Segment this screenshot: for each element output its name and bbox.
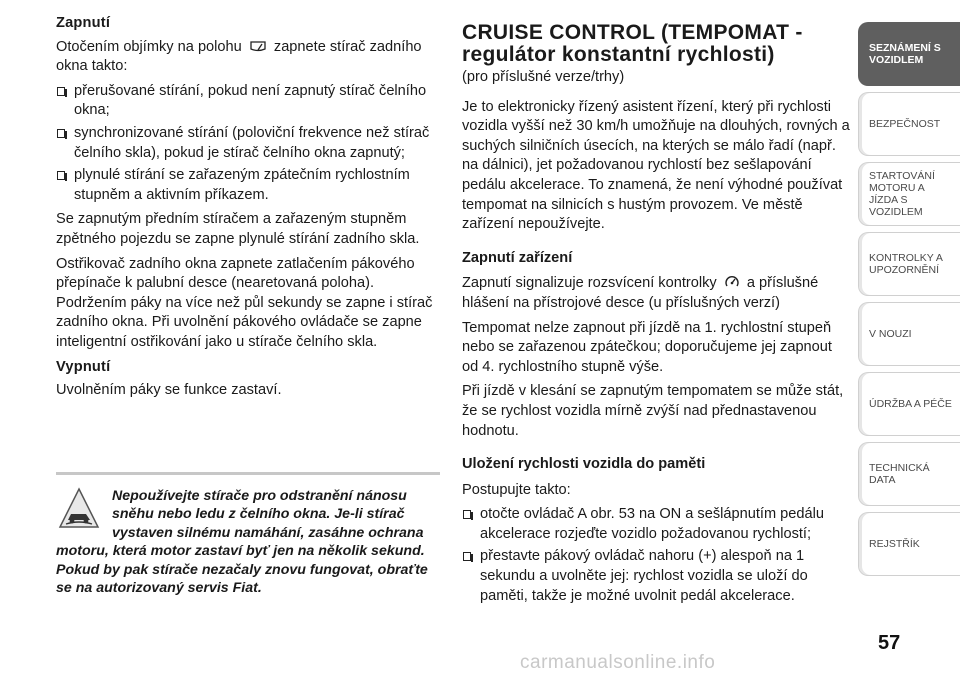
- list-item: otočte ovládač A obr. 53 na ON a sešlápnutím pedálu akcelerace rozjeďte vozidlo požadovanou rychlostí;: [462, 505, 850, 544]
- rear-wiper-icon: [249, 40, 267, 54]
- tab-bezpecnost[interactable]: BEZPEČNOST: [858, 92, 960, 156]
- tab-startovani[interactable]: STARTOVÁNÍ MOTORU A JÍZDA S VOZIDLEM: [858, 162, 960, 226]
- warning-text: Nepoužívejte stírače pro odstranění nánosu sněhu nebo ledu z čelního okna. Je-li stírač vystaven silnému namáhání, zasáhne ochrana motoru, která motor zastaví byť jen na několik sekund. Pokud by pak stírače nezačaly znovu fungovat, obraťte se na autorizovaný servis Fiat.: [56, 488, 428, 597]
- section-subtitle: (pro příslušné verze/trhy): [462, 69, 625, 85]
- warning-box: [56, 472, 440, 597]
- paragraph: Při jízdě v klesání se zapnutým tempomatem se může stát, že se rychlost vozidla mírně zvýší nad přednastavenou hodnotu.: [462, 383, 844, 439]
- list-item: synchronizované stírání (poloviční frekvence než stírač čelního skla), pokud je stírač čelního okna zapnutý;: [56, 124, 440, 163]
- left-column: [56, 14, 440, 406]
- section-title: CRUISE CONTROL (TEMPOMAT - regulátor konstantní rychlosti): [462, 21, 803, 66]
- paragraph: Se zapnutým předním stíračem a zařazeným stupněm zpětného pojezdu se zapne plynulé stírání zadního skla.: [56, 211, 420, 247]
- tab-technicka-data[interactable]: TECHNICKÁ DATA: [858, 442, 960, 506]
- heading-off: Vypnutí: [56, 358, 111, 375]
- intro-paragraph: Otočením objímky na polohu zapnete stírač zadního okna takto:: [56, 38, 422, 75]
- car-snow-warning-icon: [58, 487, 100, 531]
- paragraph: Je to elektronicky řízený asistent řízení, který při rychlosti vozidla vyšší než 30 km/h umožňuje na dlouhých, rovných a suchých silničních úsecích, na kterých se málo řadí (např. na dálnici), jet požadovanou rychlostí bez sešlapování pedálu akcelerace. To znamená, že není výhodné používat tempomat na silnicích s hustým provozem. Ve městě zařízení nepoužívejte.: [462, 98, 850, 233]
- page-number: 57: [878, 632, 901, 654]
- tab-v-nouzi[interactable]: V NOUZI: [858, 302, 960, 366]
- wiper-mode-list: [56, 82, 440, 206]
- paragraph: Ostřikovač zadního okna zapnete zatlačením pákového přepínače k palubní desce (nearetovaná poloha). Podržením páky na více než půl sekundy se zapne i stírač zadního okna. Při uvolnění pákového ovládače se zapne inteligentní ostřikování jako u stírače čelního skla.: [56, 255, 433, 350]
- list-item: plynulé stírání se zařazeným zpátečním rychlostním stupněm a aktivním příkazem.: [56, 166, 440, 205]
- paragraph: Tempomat nelze zapnout při jízdě na 1. rychlostní stupeň nebo se zařazenou zpátečkou; doporučujeme jej zapnout od 4. rychlostního stupně výše.: [462, 319, 832, 375]
- paragraph: Postupujte takto:: [462, 481, 571, 498]
- chapter-tabs: [858, 22, 960, 582]
- tab-rejstrik[interactable]: REJSTŘÍK: [858, 512, 960, 576]
- list-item: přerušované stírání, pokud není zapnutý stírač čelního okna;: [56, 82, 440, 121]
- heading-on: Zapnutí: [56, 15, 111, 31]
- subheading-memory: Uložení rychlosti vozidla do paměti: [462, 456, 706, 473]
- paragraph: Zapnutí signalizuje rozsvícení kontrolky a příslušné hlášení na přístrojové desce (u příslušných verzí): [462, 275, 819, 311]
- cruise-control-icon: [724, 274, 740, 290]
- tab-kontrolky[interactable]: KONTROLKY A UPOZORNĚNÍ: [858, 232, 960, 296]
- subheading-activation: Zapnutí zařízení: [462, 249, 573, 266]
- right-column: [462, 14, 850, 611]
- tab-seznameni[interactable]: SEZNÁMENÍ S VOZIDLEM: [858, 22, 960, 86]
- list-item: přestavte pákový ovládač nahoru (+) alespoň na 1 sekundu a uvolněte jej: rychlost vozidla se uloží do paměti, takže je možné uvolnit pedál akcelerace.: [462, 547, 850, 606]
- tab-udrzba[interactable]: ÚDRŽBA A PÉČE: [858, 372, 960, 436]
- paragraph: Uvolněním páky se funkce zastaví.: [56, 382, 282, 399]
- memory-steps-list: [462, 505, 850, 606]
- watermark: carmanualsonline.info: [520, 652, 716, 673]
